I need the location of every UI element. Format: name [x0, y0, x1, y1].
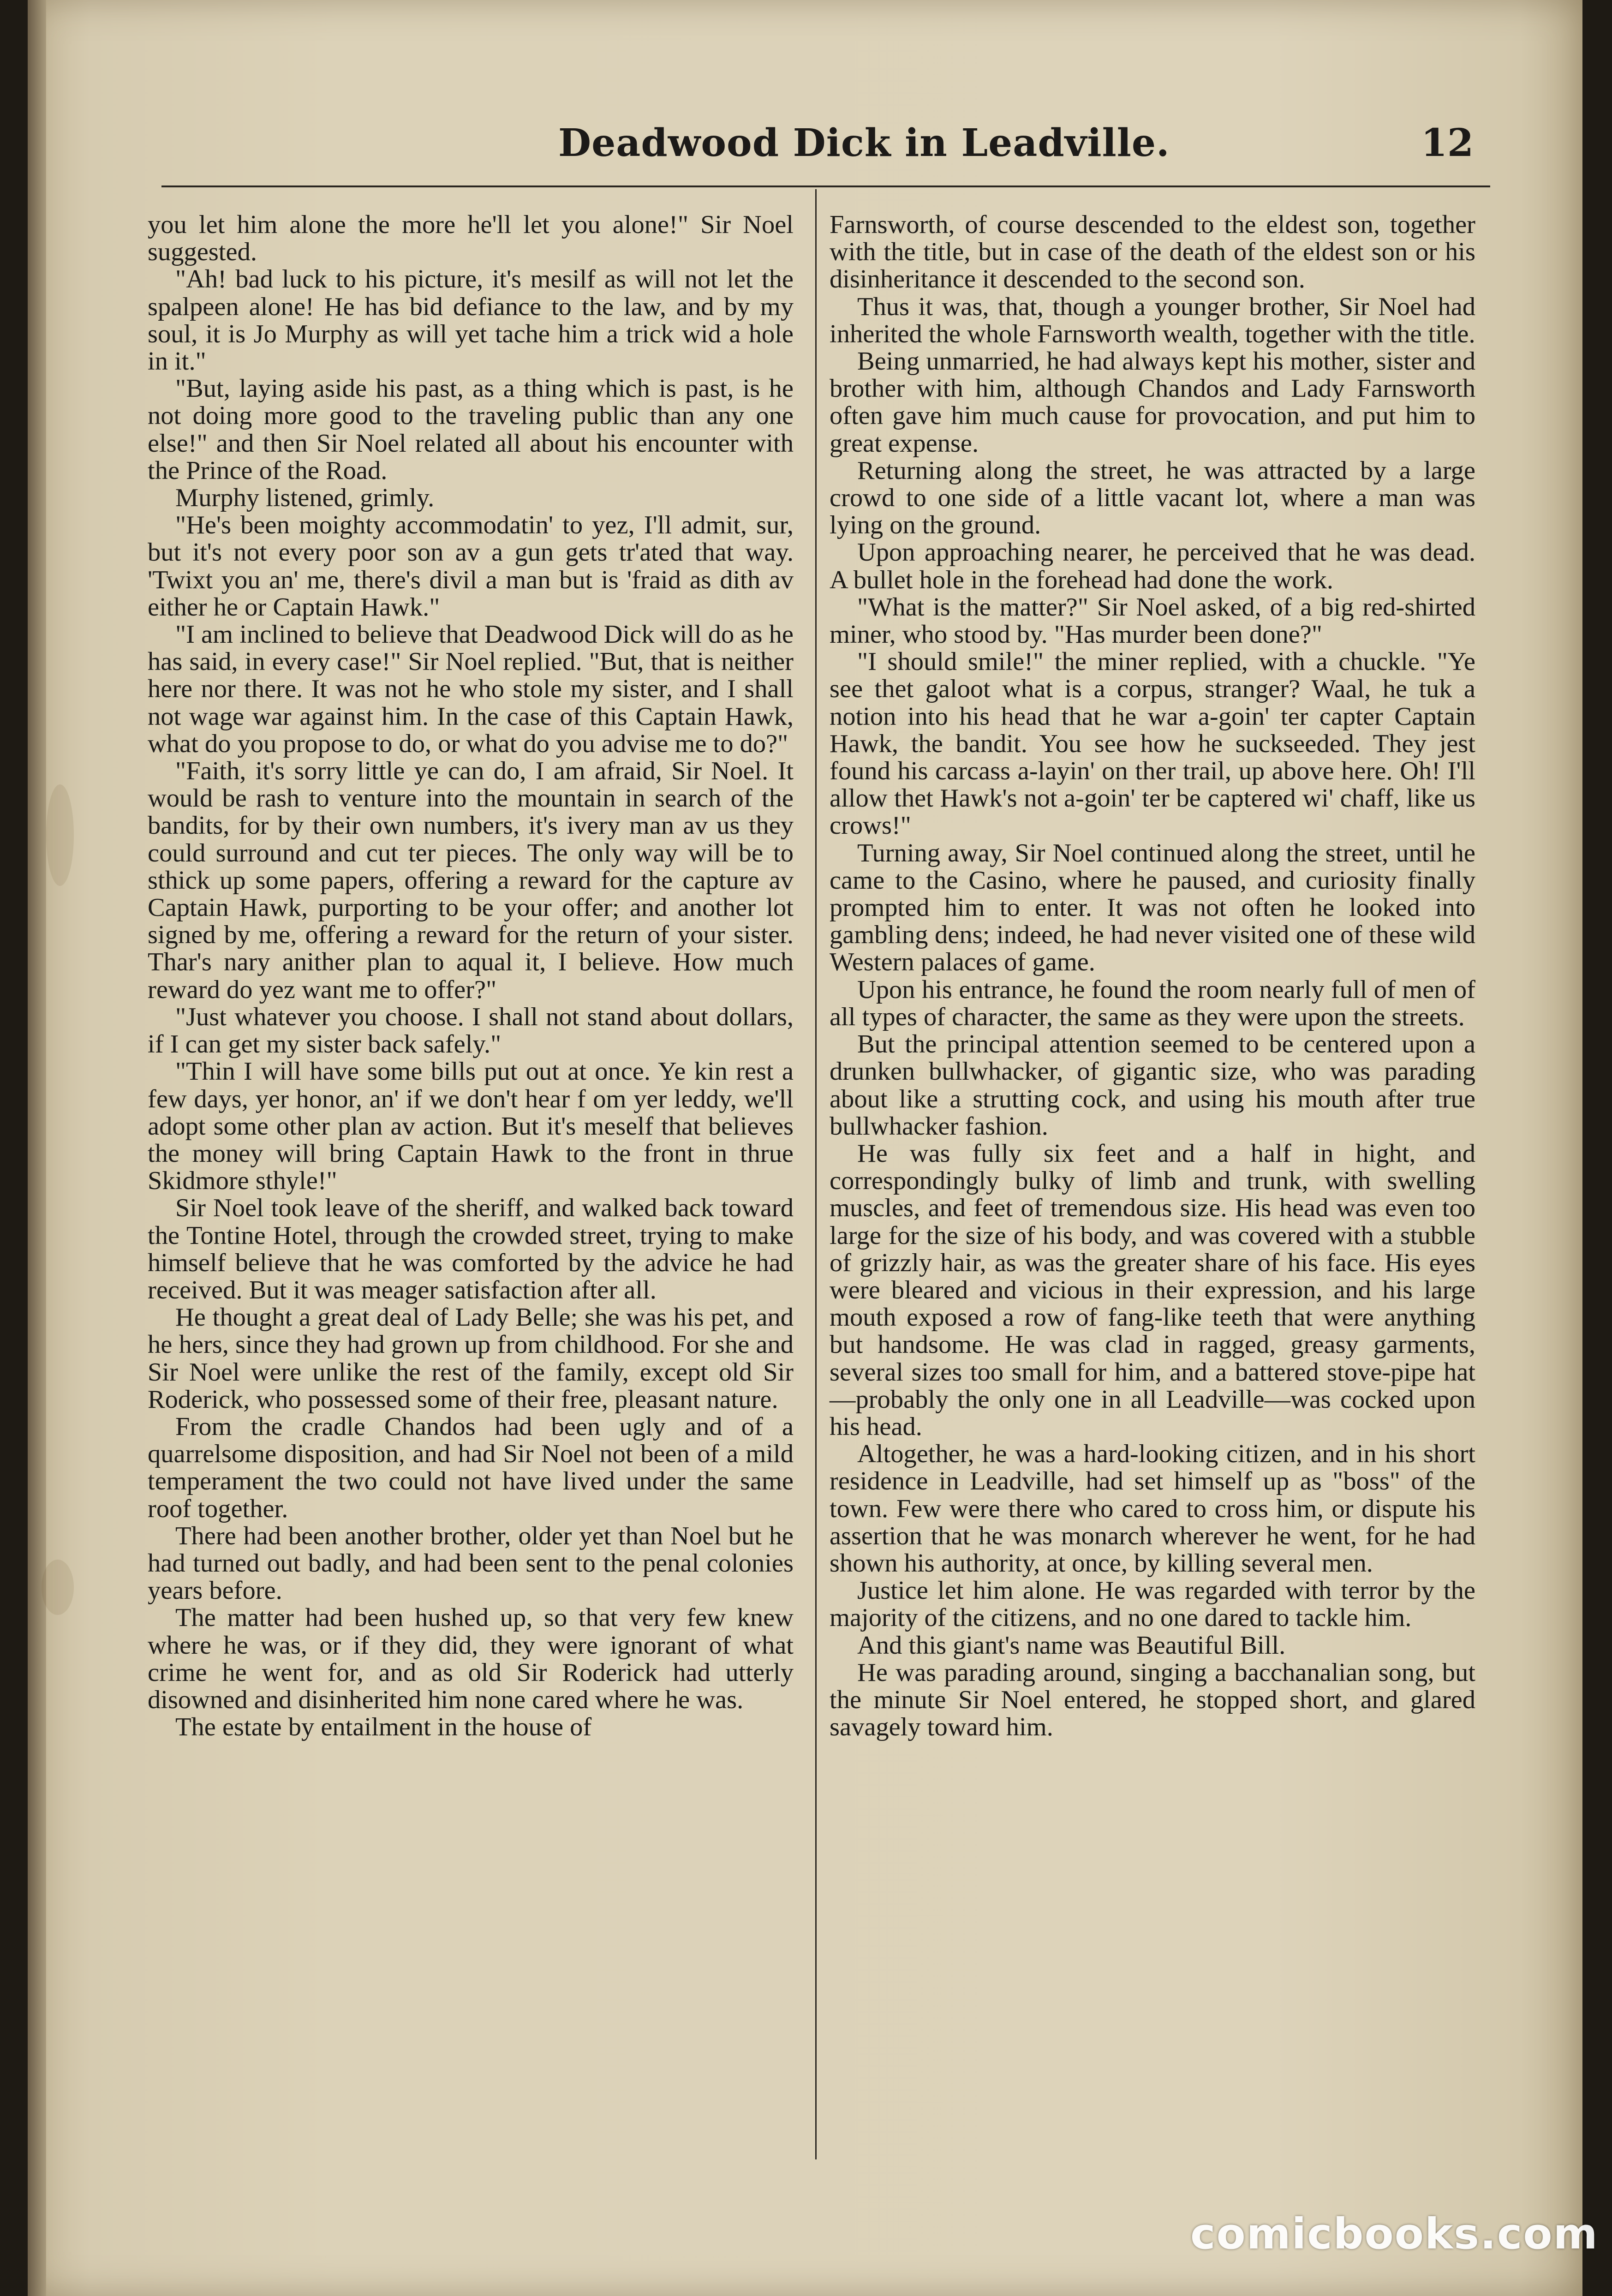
- paragraph: He was parading around, singing a bacchanalian song, but the minute Sir Noel entered, he stopped short, and glared savagely toward him.: [830, 1658, 1475, 1742]
- paragraph: "Ah! bad luck to his picture, it's mesilf as will not let the spalpeen alone! He has bid defiance to the law, and by my soul, it is Jo Murphy as will yet tache him a trick wid a hole in it.": [148, 265, 794, 376]
- paragraph: Turning away, Sir Noel continued along the street, until he came to the Casino, where he paused, and curiosity finally prompted him to enter. It was not often he looked into gambling dens; indeed, he had never visited one of these wild Western palaces of game.: [830, 838, 1475, 977]
- paragraph: "He's been moighty accommodatin' to yez, I'll admit, sur, but it's not every poor son av a gun gets tr'ated that way. 'Twixt you an' me, there's divil a man but is 'fraid as dith av either he or Captain Hawk.": [148, 511, 794, 622]
- header-rule: [161, 185, 1490, 187]
- paragraph: "What is the matter?" Sir Noel asked, of a big red-shirted miner, who stood by. "Has murder been done?": [830, 592, 1475, 649]
- paragraph: Upon his entrance, he found the room nearly full of men of all types of character, the same as they were upon the streets.: [830, 975, 1475, 1031]
- paragraph: But the principal attention seemed to be centered upon a drunken bullwhacker, of gigantic size, who was parading about like a strutting cock, and using his mouth after true bullwhacker fashion.: [830, 1030, 1475, 1141]
- paper-stain: [42, 1560, 74, 1615]
- paragraph: Sir Noel took leave of the sheriff, and walked back toward the Tontine Hotel, through the crowded street, trying to make himself believe that he was comforted by the advice he had received. But it was meager satisfaction after all.: [148, 1194, 794, 1304]
- right-text-column: [830, 211, 1475, 1741]
- site-watermark: comicbooks.com: [1190, 2209, 1599, 2259]
- paragraph: He was fully six feet and a half in hight, and correspondingly bulky of limb and trunk, with swelling muscles, and feet of tremendous size. His head was even too large for the size of his body, and was covered with a stubble of grizzly hair, as was the greater share of his face. His eyes were bleared and vicious in their expression, and his large mouth exposed a row of fang-like teeth that were anything but handsome. He was clad in ragged, greasy garments, several sizes too small for him, and a battered stove-pipe hat—probably the only one in all Leadville—was cocked upon his head.: [830, 1139, 1475, 1441]
- paragraph: "Faith, it's sorry little ye can do, I am afraid, Sir Noel. It would be rash to venture into the mountain in search of the bandits, for by their own numbers, it's ivery man av us they could surround and cut ter pieces. The only way will be to sthick up some papers, offering a reward for the capture av Captain Hawk, purporting to be your offer; and another lot signed by me, offering a reward for the return of your sister. Thar's nary anither plan to aqual it, I believe. How much reward do yez want me to offer?": [148, 757, 794, 1004]
- paragraph: And this giant's name was Beautiful Bill.: [857, 1631, 1286, 1660]
- column-divider: [815, 189, 817, 2159]
- paragraph: Being unmarried, he had always kept his mother, sister and brother with him, although Chandos and Lady Farnsworth often gave him much cause for provocation, and put him to great expense.: [830, 347, 1475, 458]
- paragraph: From the cradle Chandos had been ugly and of a quarrelsome disposition, and had Sir Noel not been of a mild temperament the two could not have lived under the same roof together.: [148, 1412, 794, 1523]
- page-binding-edge: [28, 0, 46, 2296]
- paragraph: The matter had been hushed up, so that very few knew where he was, or if they did, they were ignorant of what crime he went for, and as old Sir Roderick had utterly disowned and disinherited him none cared where he was.: [148, 1603, 794, 1714]
- paragraph: Murphy listened, grimly.: [175, 484, 435, 513]
- paragraph: Farnsworth, of course descended to the eldest son, together with the title, but in case of the death of the eldest son or his disinheritance it descended to the second son.: [830, 210, 1475, 294]
- paragraph: Upon approaching nearer, he perceived that he was dead. A bullet hole in the forehead had done the work.: [830, 538, 1475, 594]
- paragraph: Returning along the street, he was attracted by a large crowd to one side of a little vacant lot, where a man was lying on the ground.: [830, 456, 1475, 540]
- paragraph: There had been another brother, older yet than Noel but he had turned out badly, and had been sent to the penal colonies years before.: [148, 1521, 794, 1605]
- paragraph: Altogether, he was a hard-looking citizen, and in his short residence in Leadville, had set himself up as "boss" of the town. Few were there who cared to cross him, or dispute his assertion that he was monarch wherever he went, for he had shown his authority, at once, by killing several men.: [830, 1440, 1475, 1578]
- paper-stain: [46, 784, 74, 886]
- paragraph: you let him alone the more he'll let you alone!" Sir Noel suggested.: [148, 210, 794, 267]
- paragraph: "I should smile!" the miner replied, with a chuckle. "Ye see thet galoot what is a corpus, stranger? Waal, he tuk a notion into his head that he war a-goin' ter capter Captain Hawk, the bandit. You see how he suckseeded. They jest found his carcass a-layin' on ther trail, up above here. Oh! I'll allow thet Hawk's not a-goin' ter be captered wi' chaff, like us crows!": [830, 647, 1475, 840]
- paragraph: He thought a great deal of Lady Belle; she was his pet, and he hers, since they had grown up from childhood. For she and Sir Noel were unlike the rest of the family, except old Sir Roderick, who possessed some of their free, pleasant nature.: [148, 1303, 794, 1414]
- paragraph: "Just whatever you choose. I shall not stand about dollars, if I can get my sister back safely.": [148, 1002, 794, 1059]
- magazine-page: [28, 0, 1582, 2296]
- paragraph: Justice let him alone. He was regarded with terror by the majority of the citizens, and no one dared to tackle him.: [830, 1576, 1475, 1632]
- left-text-column: [148, 211, 794, 1741]
- paragraph: "I am inclined to believe that Deadwood Dick will do as he has said, in every case!" Sir Noel replied. "But, that is neither here nor there. It was not he who stole my sister, and I shall not wage war against him. In the case of this Captain Hawk, what do you propose to do, or what do you advise me to do?": [148, 620, 794, 758]
- paragraph: "Thin I will have some bills put out at once. Ye kin rest a few days, yer honor, an' if we don't hear f om yer leddy, we'll adopt some other plan av action. But it's meself that believes the money will bring Captain Hawk to the front in thrue Skidmore sthyle!": [148, 1057, 794, 1196]
- paragraph: The estate by entailment in the house of: [175, 1713, 592, 1742]
- page-number: 12: [1421, 121, 1474, 165]
- paragraph: "But, laying aside his past, as a thing which is past, is he not doing more good to the traveling public than any one else!" and then Sir Noel related all about his encounter with the Prince of the Road.: [148, 374, 794, 485]
- running-header-title: Deadwood Dick in Leadville.: [558, 121, 1170, 165]
- paragraph: Thus it was, that, though a younger brother, Sir Noel had inherited the whole Farnsworth wealth, together with the title.: [830, 292, 1475, 348]
